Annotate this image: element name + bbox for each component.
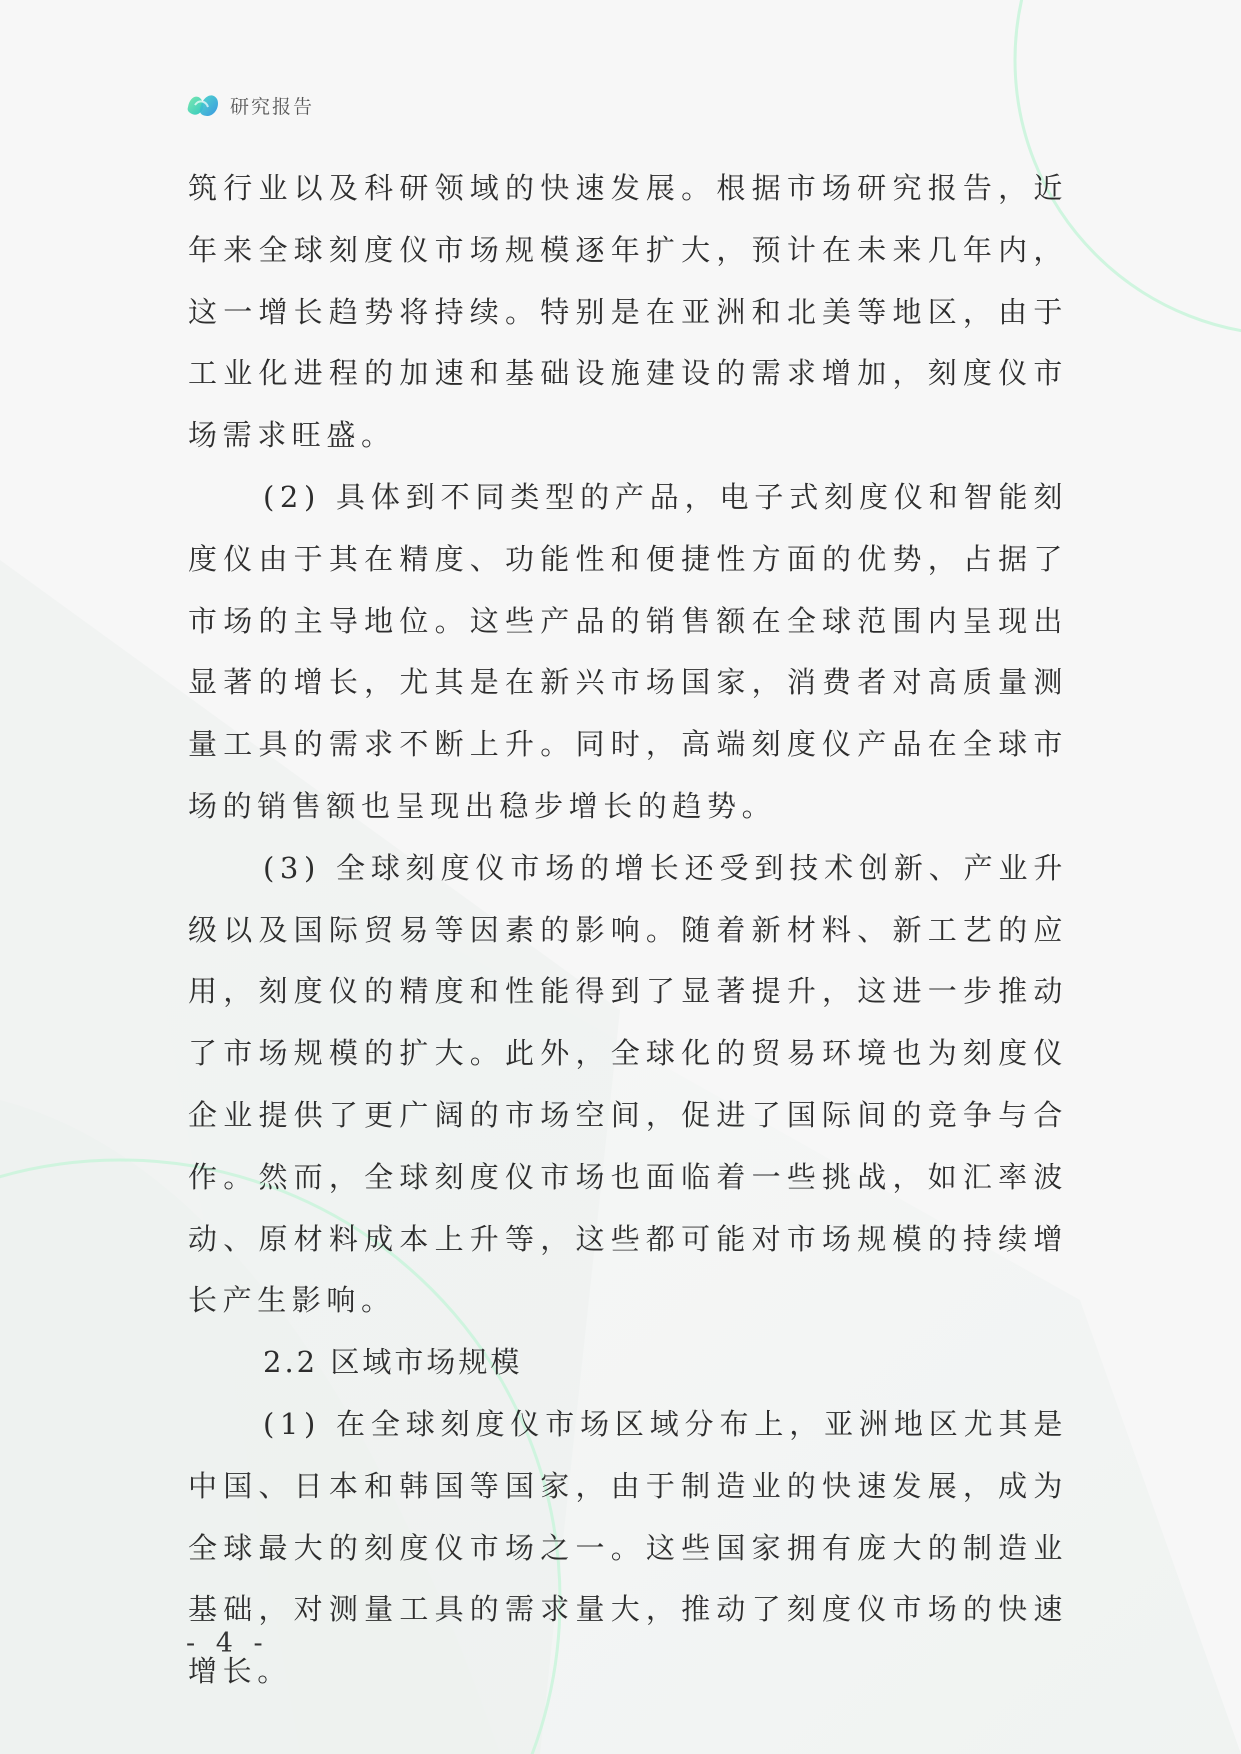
header-title: 研究报告 — [230, 95, 315, 118]
paragraph-growth-factors: (3) 全球刻度仪市场的增长还受到技术创新、产业升级以及国际贸易等因素的影响。随着新材料、新工艺的应用，刻度仪的精度和性能得到了显著提升，这进一步推动了市场规模的扩大。此外，全球化的贸易环境也为刻度仪企业提供了更广阔的市场空间，促进了国际间的竞争与合作。然而，全球刻度仪市场也面临着一些挑战，如汇率波动、原材料成本上升等，这些都可能对市场规模的持续增长产生影响。 — [188, 850, 1068, 1318]
paragraph-continuation: 筑行业以及科研领域的快速发展。根据市场研究报告，近年来全球刻度仪市场规模逐年扩大，预计在未来几年内，这一增长趋势将持续。特别是在亚洲和北美等地区，由于工业化进程的加速和基础设施建设的需求增加，刻度仪市场需求旺盛。 — [188, 171, 1068, 453]
paragraph-regional-market: (1) 在全球刻度仪市场区域分布上，亚洲地区尤其是中国、日本和韩国等国家，由于制造业的快速发展，成为全球最大的刻度仪市场之一。这些国家拥有庞大的制造业基础，对测量工具的需求量大，推动了刻度仪市场的快速增长。 — [188, 1406, 1068, 1689]
paragraph-product-types: (2) 具体到不同类型的产品，电子式刻度仪和智能刻度仪由于其在精度、功能性和便捷性方面的优势，占据了市场的主导地位。这些产品的销售额在全球范围内呈现出显著的增长，尤其是在新兴市场国家，消费者对高质量测量工具的需求不断上升。同时，高端刻度仪产品在全球市场的销售额也呈现出稳步增长的趋势。 — [188, 479, 1068, 823]
report-header — [186, 88, 314, 122]
wave-logo-icon — [186, 89, 220, 121]
page-number: - 4 - — [186, 1628, 269, 1659]
report-body — [188, 158, 1068, 1703]
section-heading: 2.2 区域市场规模 — [263, 1345, 523, 1380]
